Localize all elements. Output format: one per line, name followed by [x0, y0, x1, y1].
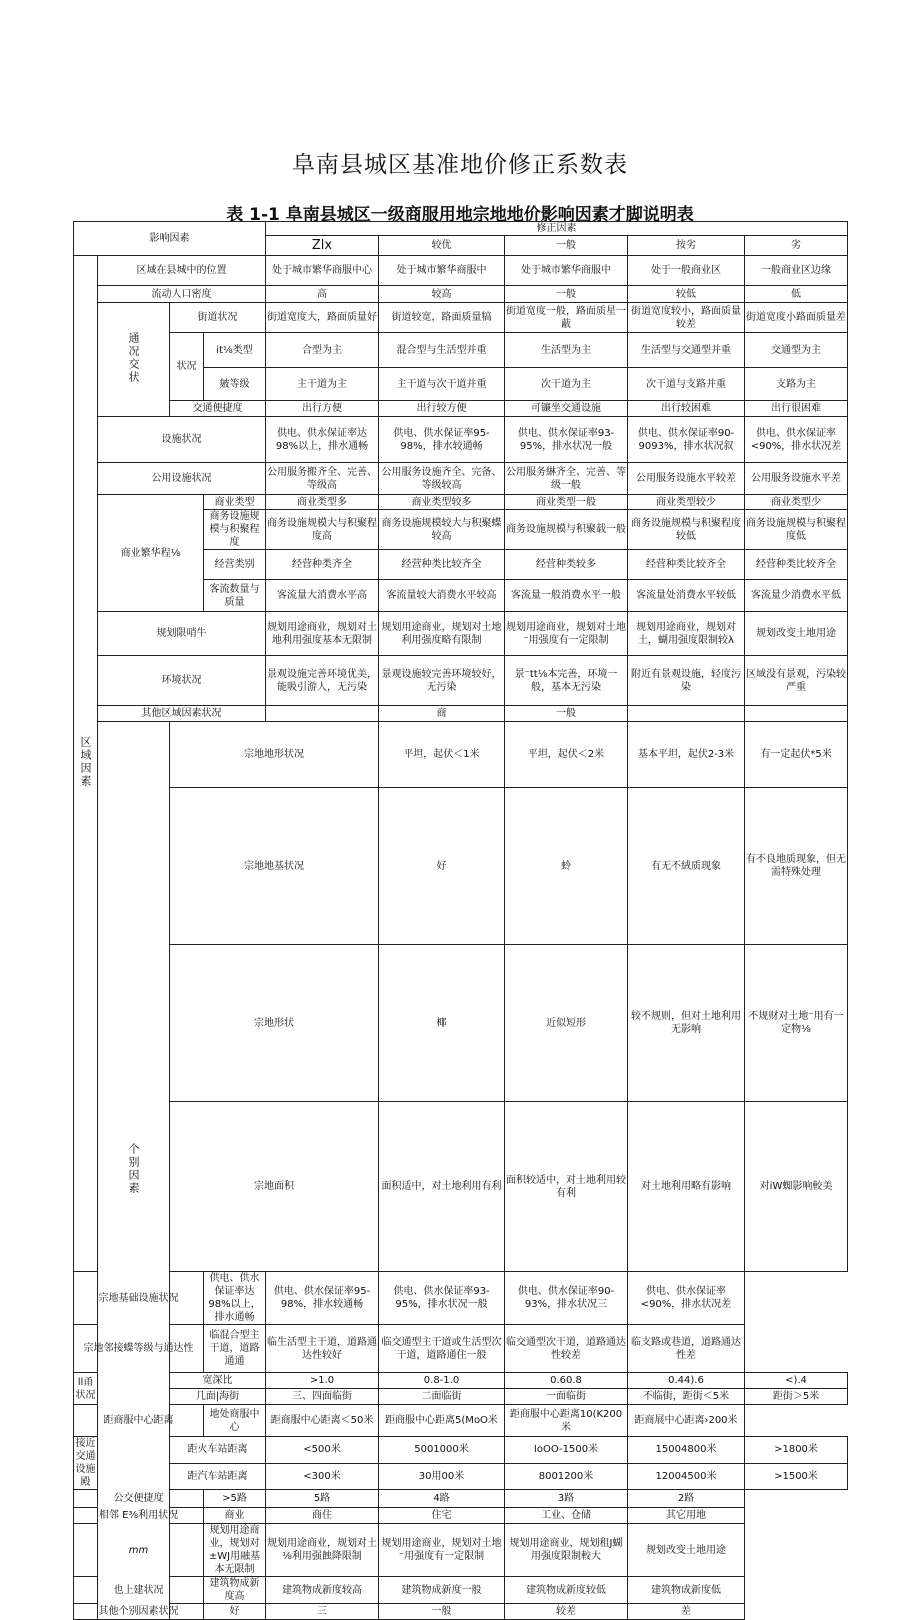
cell: 供电、供水保证率<90%，排水状况差 [745, 417, 848, 463]
cell: 一般 [379, 1604, 505, 1620]
cell: 街道较宽，路面质量犒 [379, 303, 505, 333]
cell [266, 706, 379, 722]
cell: 商务设施规模与积聚程度较低 [628, 510, 745, 550]
cell: 处于城市繁华商服中 [505, 256, 628, 286]
cell: 规划用途商业，规划对±WJ用融基本无限制 [204, 1524, 266, 1577]
cell: 支路为主 [745, 368, 848, 401]
group-regional: 区域因素 [74, 256, 98, 1272]
row-label: 宗地基础设施状况 [74, 1272, 204, 1325]
cell: 高 [266, 286, 379, 303]
cell: 差 [628, 1604, 745, 1620]
row-label: 客流数量与质量 [204, 580, 266, 612]
cell: >1.0 [266, 1373, 379, 1389]
row-label: 宗地地基状况 [170, 788, 379, 945]
cell: 规划用途商业，规划对土⅛利用强蝕降限制 [266, 1524, 379, 1577]
cell: 公用服务设施水平差 [745, 463, 848, 495]
cell: 商业类型较少 [628, 495, 745, 510]
cell: 处于一般商业区 [628, 256, 745, 286]
cell: 次干道与支路并重 [628, 368, 745, 401]
cell: 住宅 [379, 1508, 505, 1524]
cell: 规划用途商业，规划对土地⁻用强度有一定限制 [505, 612, 628, 656]
cell: 供电、供水保证率达98%以上，排水通畅 [266, 417, 379, 463]
cell: 商业类型较多 [379, 495, 505, 510]
cell: 较高 [379, 286, 505, 303]
row-label: 宗地面积 [170, 1102, 379, 1272]
cell: 街道宽度较小，路面质量较差 [628, 303, 745, 333]
header-level: Zlx [266, 236, 379, 256]
cell: 一般商业区边缘 [745, 256, 848, 286]
cell: 商住 [266, 1508, 379, 1524]
cell: 有无不絨质现象 [628, 788, 745, 945]
cell: 5001000米 [379, 1437, 505, 1464]
cell: 0.8-1.0 [379, 1373, 505, 1389]
cell: 30用00米 [379, 1463, 505, 1490]
cell: 规划用途商业，规划对土地利用强度基本无限制 [266, 612, 379, 656]
cell: >1500米 [745, 1463, 848, 1490]
cell: 距商服中心距离5(MoO米 [379, 1405, 505, 1437]
cell: 建筑物成新度较高 [266, 1577, 379, 1604]
cell: 客流量一般消费水平一般 [505, 580, 628, 612]
row-label: 公用设施状况 [98, 463, 266, 495]
cell: 好 [379, 788, 505, 945]
cell: IoOO-1500米 [505, 1437, 628, 1464]
cell: 生活型为主 [505, 333, 628, 368]
cell: 商业 [204, 1508, 266, 1524]
cell: 有不良地质现象，但无需特殊处理 [745, 788, 848, 945]
cell: 处于城市繁华商服中 [379, 256, 505, 286]
cell: <).4 [745, 1373, 848, 1389]
cell: 12004500米 [628, 1463, 745, 1490]
row-label: 环境状况 [98, 656, 266, 706]
cell: 出行很困难 [745, 401, 848, 417]
row-label: 经营类别 [204, 550, 266, 580]
cell: 供电、供水保证率95-98%，排水较通畅 [266, 1272, 379, 1325]
cell: 2路 [628, 1490, 745, 1508]
row-label: 皴等级 [204, 368, 266, 401]
cell: 景⁻tt⅛本完善，环境一般，基本无污染 [505, 656, 628, 706]
cell: 公用服务设施齐全、完备、等级较高 [379, 463, 505, 495]
cell: 街道宽度一般，路面质星一蔽 [505, 303, 628, 333]
group-traffic: 通况交状 [98, 303, 170, 417]
row-label: 宗地邻接蝶等级与通达性 [74, 1325, 204, 1373]
cell: 商 [379, 706, 505, 722]
cell: 规划用途商业，规划对土地利用强度略有限制 [379, 612, 505, 656]
cell: 供电、供水保证率90-93%，排水状况三 [505, 1272, 628, 1325]
cell: 对土地利用略有影响 [628, 1102, 745, 1272]
cell: 距街＞5米 [745, 1389, 848, 1405]
cell: 出行较方便 [379, 401, 505, 417]
cell: 地处商服中心 [204, 1405, 266, 1437]
cell: 0.44).6 [628, 1373, 745, 1389]
cell: 合型为主 [266, 333, 379, 368]
cell: 规划用途商业，规划对土，蝴用强度限制较λ [628, 612, 745, 656]
cell: 规划改变土地用途 [745, 612, 848, 656]
cell: 好 [204, 1604, 266, 1620]
cell: 一面临街 [505, 1389, 628, 1405]
cell: 5路 [266, 1490, 379, 1508]
cell: 近似短形 [505, 945, 628, 1102]
cell: 建筑物成新度一般 [379, 1577, 505, 1604]
cell: 蛉 [505, 788, 628, 945]
cell: 建筑物成新度高 [204, 1577, 266, 1604]
cell: 客流量较大消费水平较高 [379, 580, 505, 612]
row-label: 流动人口密度 [98, 286, 266, 303]
cell: 建筑物成新度低 [628, 1577, 745, 1604]
cell: 临生活型主干道，道路通达性较好 [266, 1325, 379, 1373]
cell: 临混合型主干道，道路通通 [204, 1325, 266, 1373]
row-label: 其他区域因素状况 [98, 706, 266, 722]
cell: 平坦，起伏＜1米 [379, 722, 505, 788]
row-label: 距商服中心距离 [74, 1405, 204, 1437]
cell: 一般 [505, 286, 628, 303]
cell: <500米 [266, 1437, 379, 1464]
group-geometry: ll甬状况 [74, 1373, 98, 1405]
cell [628, 706, 745, 722]
row-label: 商务设施规模与积聚程度 [204, 510, 266, 550]
cell: 4路 [379, 1490, 505, 1508]
cell: 对iW蜘影响較美 [745, 1102, 848, 1272]
cell: 规划用途商业，规划对土地⁻用强度有一定限制 [379, 1524, 505, 1577]
cell: 经营种类比较齐全 [379, 550, 505, 580]
row-label: mm [74, 1524, 204, 1577]
cell: 交通型为主 [745, 333, 848, 368]
cell: 街道宽度小路面质量差 [745, 303, 848, 333]
cell: 经营种类较多 [505, 550, 628, 580]
cell: 经营种类比较齐全 [745, 550, 848, 580]
cell: >1800米 [745, 1437, 848, 1464]
table-title: 表 1-1 阜南县城区一级商服用地宗地地价影响因素才脚说明表 [226, 205, 694, 225]
cell: 较不规则，但对土地利用无影响 [628, 945, 745, 1102]
cell: 椰 [379, 945, 505, 1102]
cell: 供电、供水保证率<90%，排水状况差 [628, 1272, 745, 1325]
cell: 8001200米 [505, 1463, 628, 1490]
cell [745, 706, 848, 722]
cell: 0.60.8 [505, 1373, 628, 1389]
cell: 临支路或巷道，道路通达性差 [628, 1325, 745, 1373]
cell: <300米 [266, 1463, 379, 1490]
cell: 较差 [505, 1604, 628, 1620]
cell: 次干道为主 [505, 368, 628, 401]
cell: 公用服务搬齐全、完善、等级高 [266, 463, 379, 495]
row-label: 公交便捷度 [74, 1490, 204, 1508]
row-label: 相邻 E⅜利用状况 [74, 1508, 204, 1524]
row-label: 交通便捷度 [170, 401, 266, 417]
cell: 商业类型少 [745, 495, 848, 510]
cell: 临交通型主干道或生活型次干道，道路通住一般 [379, 1325, 505, 1373]
cell: 15004800米 [628, 1437, 745, 1464]
cell: 供电、供水保证率95-98%，排水较通畅 [379, 417, 505, 463]
row-label: 设施状况 [98, 417, 266, 463]
cell: 生活型与交通型并重 [628, 333, 745, 368]
row-label: 宽深比 [170, 1373, 266, 1389]
row-label: 其他个别因素状况 [74, 1604, 204, 1620]
cell: 低 [745, 286, 848, 303]
cell: 距商服中心距离10(K200米 [505, 1405, 628, 1437]
cell: 建筑物成新度较低 [505, 1577, 628, 1604]
cell: 商务设施规模大与积聚程度高 [266, 510, 379, 550]
cell: 商业类型多 [266, 495, 379, 510]
cell: >5路 [204, 1490, 266, 1508]
cell: 经营种类齐全 [266, 550, 379, 580]
header-level: 较优 [379, 236, 505, 256]
cell: 面积适中，对土地利用有利 [379, 1102, 505, 1272]
group-commerce: 商业繁华程⅛ [98, 495, 204, 612]
cell: 主干道为主 [266, 368, 379, 401]
cell: 不规财对土地⁻用有一定物⅛ [745, 945, 848, 1102]
cell: 三、四面临街 [266, 1389, 379, 1405]
cell: 混合型与生活型并重 [379, 333, 505, 368]
cell: 工业、仓储 [505, 1508, 628, 1524]
cell: 商务设施规模与积聚程度低 [745, 510, 848, 550]
group-road-sub: 状况 [170, 333, 204, 401]
cell: 经营种类比较齐全 [628, 550, 745, 580]
row-label: 区域在县城中的位置 [98, 256, 266, 286]
cell: 供电、供水保证率93-95%，排水状况一般 [505, 417, 628, 463]
cell: 商务设施规模较大与积聚蝶较高 [379, 510, 505, 550]
row-label: 距火车站距离 [170, 1437, 266, 1464]
row-label: 几面|海街 [170, 1389, 266, 1405]
factor-table [73, 221, 848, 1620]
cell: 区域没有景观，污染较严重 [745, 656, 848, 706]
header-level: 劣 [745, 236, 848, 256]
cell: 其它用地 [628, 1508, 745, 1524]
cell: 供电、供水保证率90-9093%，排水状况叙 [628, 417, 745, 463]
cell: 处于城市繁华商服中心 [266, 256, 379, 286]
cell: 客流量大消费水平高 [266, 580, 379, 612]
cell: 供电、供水保证率93-95%，排水状况一般 [379, 1272, 505, 1325]
cell: 二面临街 [379, 1389, 505, 1405]
cell: 客流量处消费水平较低 [628, 580, 745, 612]
cell: 街道宽度大，路面质量好 [266, 303, 379, 333]
row-label: 商业类型 [204, 495, 266, 510]
cell: 临交通型次干道，道路通达性较差 [505, 1325, 628, 1373]
row-label: 规划限哨牛 [98, 612, 266, 656]
cell: 可镰坐交通设施 [505, 401, 628, 417]
group-individual: 个别因素 [98, 722, 170, 1620]
row-label: 距汽车站距离 [170, 1463, 266, 1490]
cell: 基本平坦，起伏2-3米 [628, 722, 745, 788]
row-label: 宗地形状 [170, 945, 379, 1102]
cell: 公用服务綝齐全、完善、等级一般 [505, 463, 628, 495]
cell: 规划用途商业，规划租J蝴用强度限制較大 [505, 1524, 628, 1577]
cell: 景观设施较完善环境较好，无污染 [379, 656, 505, 706]
cell: 附近有景观设施，轻度污染 [628, 656, 745, 706]
cell: 出行较困难 [628, 401, 745, 417]
cell: 供电、供水保证率达98%以上，排水通畅 [204, 1272, 266, 1325]
header-modify: 修正因素 [266, 222, 848, 236]
group-transport: 接近交通设施殿 [75, 1438, 96, 1488]
cell: 面积较适中，对土地利用较有利 [505, 1102, 628, 1272]
row-label: 宗地地形状况 [170, 722, 379, 788]
cell: 公用服务设施水平较差 [628, 463, 745, 495]
cell: 平坦，起伏＜2米 [505, 722, 628, 788]
cell: 有一定起伏*5米 [745, 722, 848, 788]
cell: 距商展中心距离›200米 [628, 1405, 745, 1437]
cell: 客流量少消费水平低 [745, 580, 848, 612]
cell: 主干道与次干道并重 [379, 368, 505, 401]
row-label: 也上建状况 [74, 1577, 204, 1604]
cell: 较低 [628, 286, 745, 303]
cell: 商业类型一般 [505, 495, 628, 510]
header-factor: 影响因素 [74, 222, 266, 256]
cell: 距商服中心距离＜50米 [266, 1405, 379, 1437]
cell: 出行方便 [266, 401, 379, 417]
document-title: 阜南县城区基准地价修正系数表 [292, 152, 628, 178]
cell: 三 [266, 1604, 379, 1620]
cell: 商务设施规模与积聚载一般 [505, 510, 628, 550]
cell: 景观设施完善环境优美，能吸引游人，无污染 [266, 656, 379, 706]
header-level: 一般 [505, 236, 628, 256]
header-level: 按劣 [628, 236, 745, 256]
cell: 3路 [505, 1490, 628, 1508]
cell: 不临街，距街＜5米 [628, 1389, 745, 1405]
row-label: 街道状况 [170, 303, 266, 333]
cell: 规划改变土地用途 [628, 1524, 745, 1577]
cell: 一般 [505, 706, 628, 722]
row-label: it⅛类型 [204, 333, 266, 368]
